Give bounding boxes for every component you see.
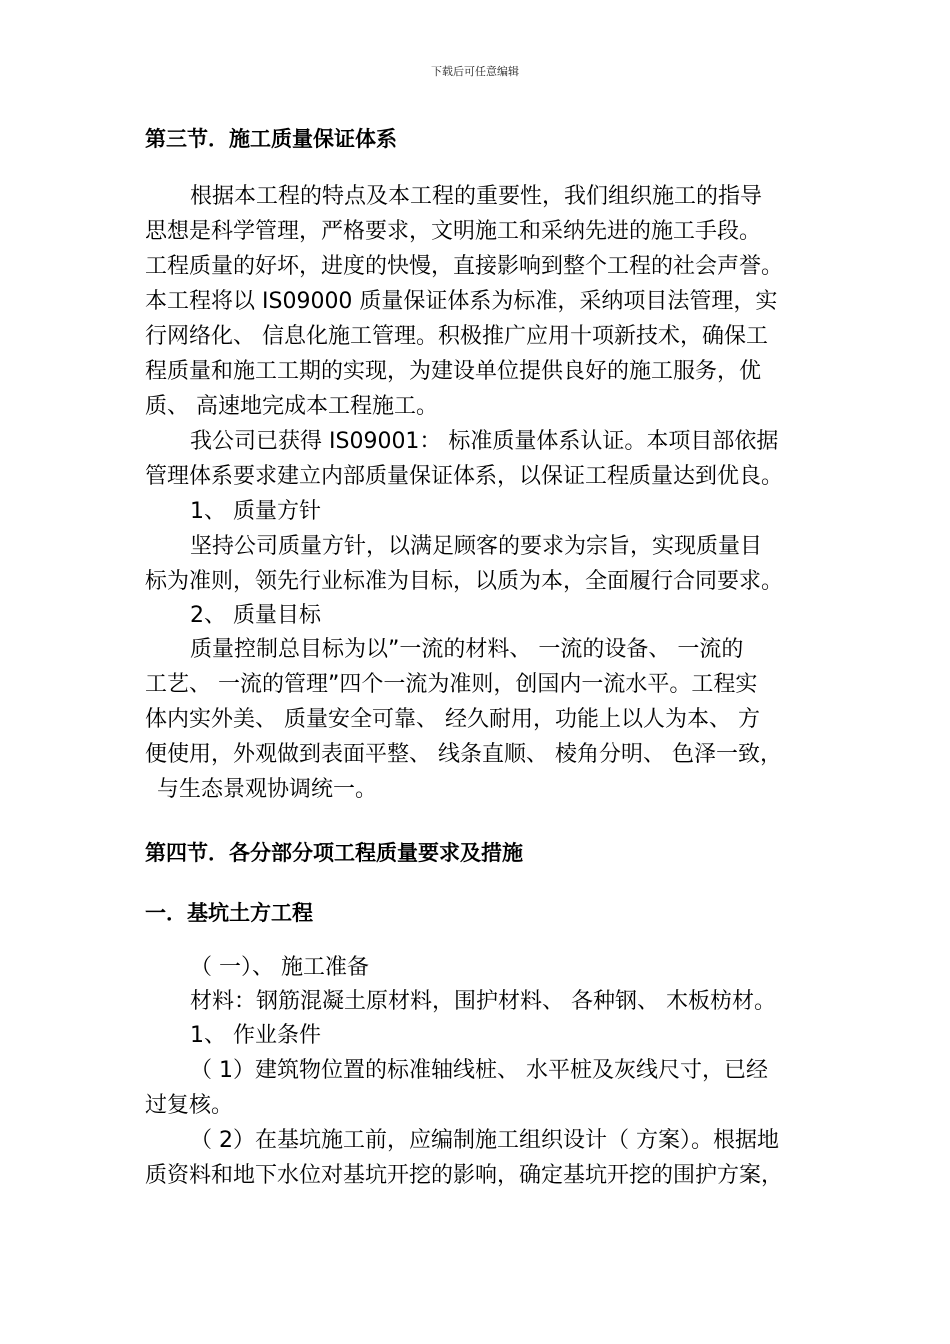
item1-line-2: 标为准则，领先行业标准为目标，以质为本，全面履行合同要求。 xyxy=(145,569,784,594)
section3-title: 第三节．施工质量保证体系 xyxy=(145,127,397,151)
item2-line-2: 工艺、 一流的管理”四个一流为准则，创国内一流水平。工程实 xyxy=(145,672,758,697)
item2-line-1: 质量控制总目标为以”一流的材料、 一流的设备、 一流的 xyxy=(190,637,744,662)
item2-line-4: 便使用，外观做到表面平整、 线条直顺、 棱角分明、 色泽一致， xyxy=(145,742,782,767)
item2-title: 2、 质量目标 xyxy=(190,603,321,628)
para1-line-1: 根据本工程的特点及本工程的重要性，我们组织施工的指导 xyxy=(190,184,763,209)
para1-line-7: 质、 高速地完成本工程施工。 xyxy=(145,394,438,419)
cond2-line-2: 质资料和地下水位对基坑开挖的影响，确定基坑开挖的围护方案， xyxy=(145,1163,784,1188)
para1-line-4: 本工程将以 IS09000 质量保证体系为标准，采纳项目法管理，实 xyxy=(145,289,778,314)
para2-line-1: 我公司已获得 IS09001： 标准质量体系认证。本项目部依据 xyxy=(190,429,779,454)
para1-line-5: 行网络化、 信息化施工管理。积极推广应用十项新技术，确保工 xyxy=(145,324,768,349)
para1-line-6: 程质量和施工工期的实现，为建设单位提供良好的施工服务，优 xyxy=(145,359,762,384)
prep-title: （ 一）、 施工准备 xyxy=(190,955,369,980)
page-header: 下载后可任意编辑 xyxy=(431,65,519,78)
item2-line-5: 与生态景观协调统一。 xyxy=(157,777,378,802)
item1-line-1: 坚持公司质量方针，以满足顾客的要求为宗旨，实现质量目 xyxy=(190,534,763,559)
sub1-title: 一．基坑土方工程 xyxy=(145,901,313,925)
cond1-line-1: （ 1）建筑物位置的标准轴线桩、 水平桩及灰线尺寸，已经 xyxy=(190,1058,768,1083)
item2-line-3: 体内实外美、 质量安全可靠、 经久耐用，功能上以人为本、 方 xyxy=(145,707,760,732)
cond2-line-1: （ 2）在基坑施工前，应编制施工组织设计（ 方案）。根据地 xyxy=(190,1128,779,1153)
para1-line-3: 工程质量的好坏，进度的快慢，直接影响到整个工程的社会声誉。 xyxy=(145,254,784,279)
cond-title: 1、 作业条件 xyxy=(190,1023,321,1048)
para2-line-2: 管理体系要求建立内部质量保证体系，以保证工程质量达到优良。 xyxy=(145,464,784,489)
cond1-line-2: 过复核。 xyxy=(145,1093,234,1118)
section4-title: 第四节．各分部分项工程质量要求及措施 xyxy=(145,841,523,865)
item1-title: 1、 质量方针 xyxy=(190,499,321,524)
materials-line: 材料：钢筋混凝土原材料，围护材料、 各种钢、 木板枋材。 xyxy=(190,989,776,1014)
para1-line-2: 思想是科学管理，严格要求，文明施工和采纳先进的施工手段。 xyxy=(145,219,762,244)
